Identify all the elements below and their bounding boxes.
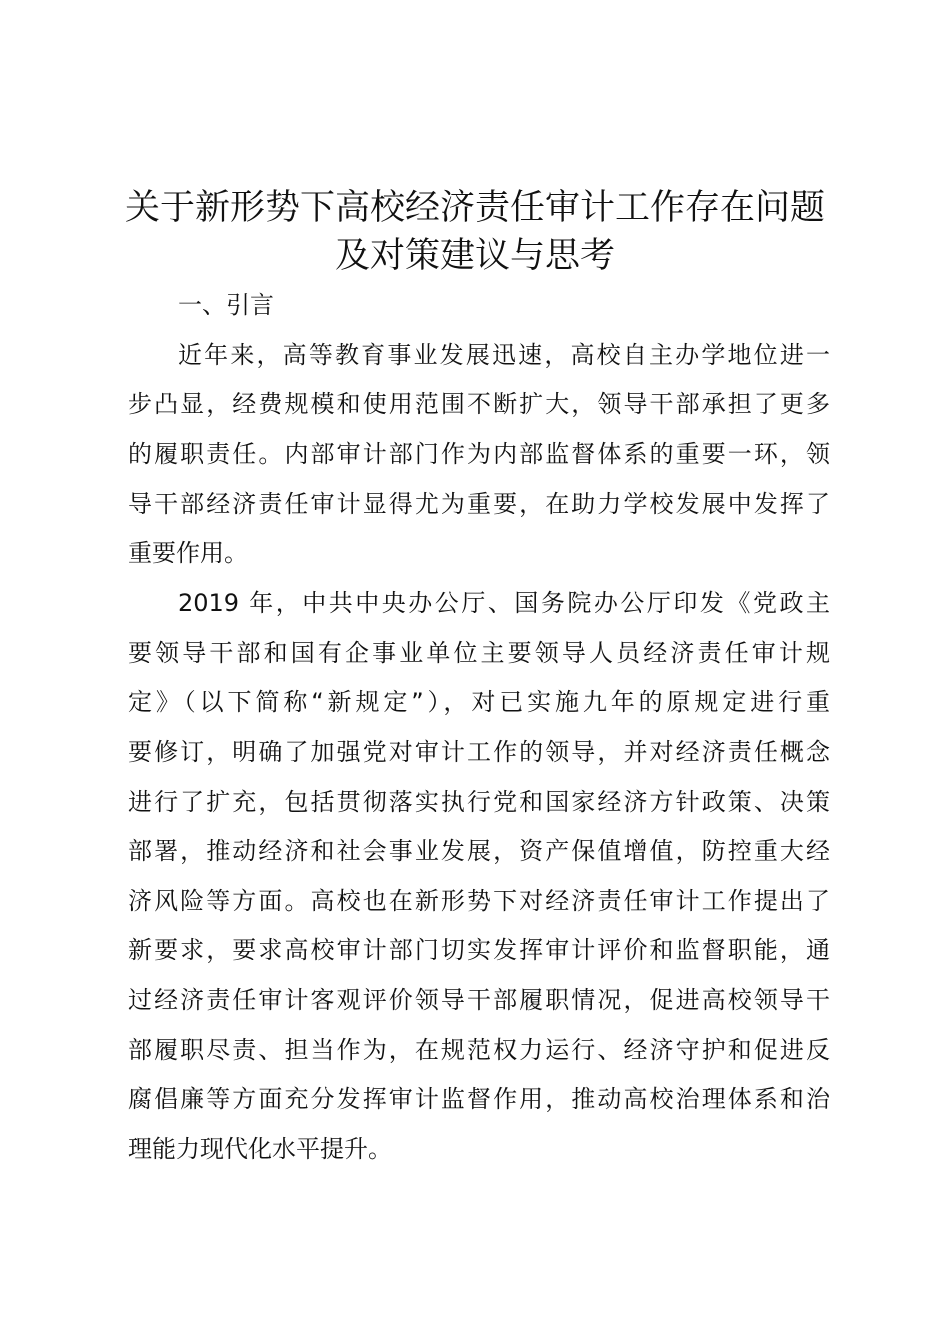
paragraph-1-line-4: 导干部经济责任审计显得尤为重要，在助力学校发展中发挥了 xyxy=(128,490,830,518)
document-title-line-1: 关于新形势下高校经济责任审计工作存在问题 xyxy=(124,188,825,228)
paragraph-2-line-4: 要修订，明确了加强党对审计工作的领导，并对经济责任概念 xyxy=(128,738,830,766)
paragraph-2-line-2: 要领导干部和国有企事业单位主要领导人员经济责任审计规 xyxy=(128,639,830,667)
paragraph-2-line-10: 部履职尽责、担当作为，在规范权力运行、经济守护和促进反 xyxy=(128,1036,830,1064)
section-heading: 一、引言 xyxy=(178,291,274,319)
paragraph-1-line-3: 的履职责任。内部审计部门作为内部监督体系的重要一环，领 xyxy=(128,440,830,468)
paragraph-1-line-1: 近年来，高等教育事业发展迅速，高校自主办学地位进一 xyxy=(178,341,830,369)
document-title-line-2: 及对策建议与思考 xyxy=(334,236,615,276)
paragraph-2-line-11: 腐倡廉等方面充分发挥审计监督作用，推动高校治理体系和治 xyxy=(128,1085,830,1113)
paragraph-2-line-6: 部署，推动经济和社会事业发展，资产保值增值，防控重大经 xyxy=(128,837,830,865)
paragraph-2-line-9: 过经济责任审计客观评价领导干部履职情况，促进高校领导干 xyxy=(128,986,830,1014)
paragraph-2-line-5: 进行了扩充，包括贯彻落实执行党和国家经济方针政策、决策 xyxy=(128,788,830,816)
paragraph-2-line-8: 新要求，要求高校审计部门切实发挥审计评价和监督职能，通 xyxy=(128,936,830,964)
paragraph-1-line-5: 重要作用。 xyxy=(128,539,248,567)
paragraph-2-line-1: 2019 年，中共中央办公厅、国务院办公厅印发《党政主 xyxy=(178,589,830,617)
paragraph-2-line-12: 理能力现代化水平提升。 xyxy=(128,1135,392,1163)
paragraph-2-line-7: 济风险等方面。高校也在新形势下对经济责任审计工作提出了 xyxy=(128,887,830,915)
paragraph-1-line-2: 步凸显，经费规模和使用范围不断扩大，领导干部承担了更多 xyxy=(128,390,830,418)
paragraph-2-line-3: 定》（以下简称“新规定”），对已实施九年的原规定进行重 xyxy=(128,688,830,716)
